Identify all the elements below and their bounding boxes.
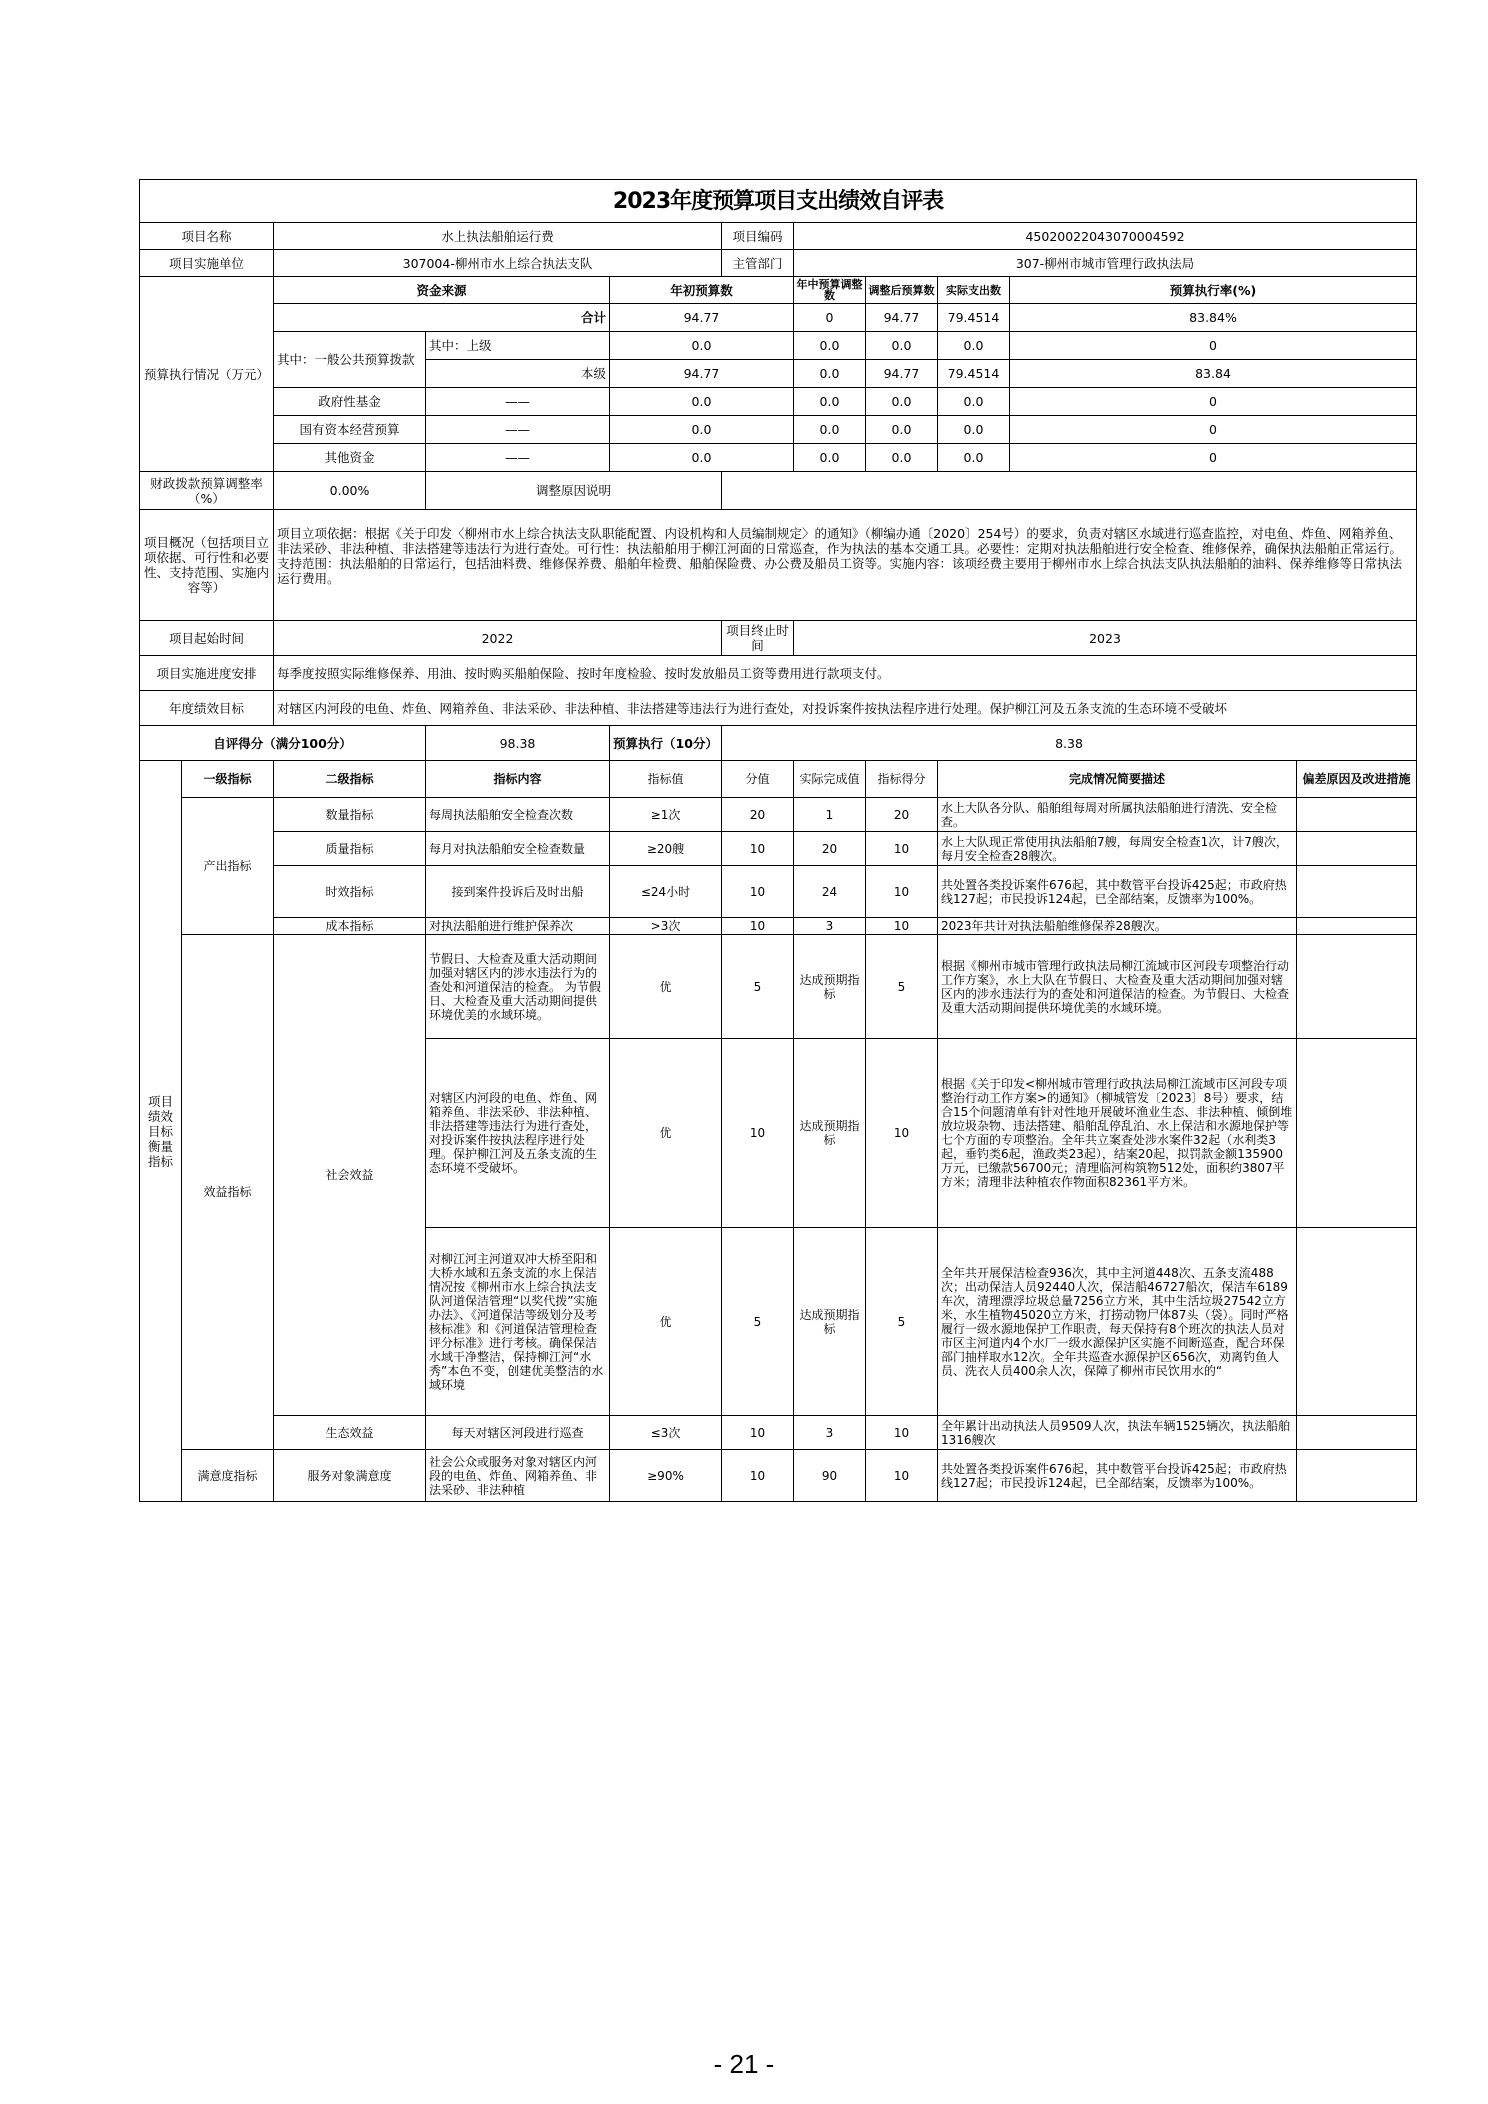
dept-label: 主管部门	[722, 250, 794, 277]
ind-row-score: 10	[866, 1450, 938, 1502]
budget-total-initial: 94.77	[610, 304, 794, 332]
ind-row-score: 10	[866, 1039, 938, 1228]
overview-text: 项目立项依据：根据《关于印发〈柳州市水上综合执法支队职能配置、内设机构和人员编制规定〉的通知》（柳编办通〔2020〕254号）的要求，负责对辖区水域进行巡查监控，对电鱼、炸鱼、网箱养鱼、非法采砂、非法种植、非法搭建等违法行为进行查处。可行性：执法船舶用于柳江河面的日常巡查，作为执法的基本交通工具。必要性：定期对执法船舶进行安全检查、维修保养，确保执法船舶正常运行。支持范围：执法船舶的日常运行，包括油料费、维修保养费、船舶年检费、船舶保险费、办公费及船员工资等。实施内容：该项经费主要用于柳州市水上综合执法支队执法船舶的油料、保养维修等日常执法运行费用。	[274, 510, 1417, 621]
ind-row-content: 社会公众或服务对象对辖区内河段的电鱼、炸鱼、网箱养鱼、非法采砂、非法种植	[426, 1450, 610, 1502]
ind-row-reason	[1297, 866, 1417, 918]
budget-total-actual: 79.4514	[938, 304, 1010, 332]
budget-statecap-rate: 0	[1010, 416, 1417, 444]
ind-row-content: 每天对辖区河段进行巡查	[426, 1416, 610, 1450]
budget-govfund-actual: 0.0	[938, 388, 1010, 416]
budget-total-midyear: 0	[794, 304, 866, 332]
ind-row-reason	[1297, 1450, 1417, 1502]
budget-local-adjusted: 94.77	[866, 360, 938, 388]
ind-row-points: 20	[722, 798, 794, 832]
exec-score: 8.38	[722, 726, 1417, 761]
page-number: - 21 -	[713, 2049, 775, 2079]
score-label: 自评得分（满分100分）	[140, 726, 426, 761]
ind-row-actual: 3	[794, 918, 866, 935]
ind-row-points: 5	[722, 935, 794, 1039]
budget-general-label: 其中：一般公共预算拨款	[274, 332, 426, 388]
project-name: 水上执法船舶运行费	[274, 223, 722, 250]
ind-header-reason: 偏差原因及改进措施	[1297, 761, 1417, 798]
header-midyear: 年中预算调整数	[794, 277, 866, 304]
project-code-label: 项目编码	[722, 223, 794, 250]
ind-row-actual: 1	[794, 798, 866, 832]
budget-local-midyear: 0.0	[794, 360, 866, 388]
ind-row-reason	[1297, 1228, 1417, 1416]
budget-statecap-label: 国有资本经营预算	[274, 416, 426, 444]
indicator-side-label: 项目绩效目标衡量指标	[140, 761, 182, 1502]
ind-row-value: ≥90%	[610, 1450, 722, 1502]
ind-row-actual: 90	[794, 1450, 866, 1502]
impl-unit-label: 项目实施单位	[140, 250, 274, 277]
ind-row-content: 对执法船舶进行维护保养次	[426, 918, 610, 935]
ind-row-content: 每月对执法船舶安全检查数量	[426, 832, 610, 866]
ind-header-value: 指标值	[610, 761, 722, 798]
ind-row-reason	[1297, 935, 1417, 1039]
budget-other-actual: 0.0	[938, 444, 1010, 472]
ind-row-content: 每周执法船舶安全检查次数	[426, 798, 610, 832]
ind-row-value: ≤24小时	[610, 866, 722, 918]
budget-govfund-sub: ——	[426, 388, 610, 416]
ind-row-content: 接到案件投诉后及时出船	[426, 866, 610, 918]
ind-row-points: 10	[722, 918, 794, 935]
ind-row-l2: 质量指标	[274, 832, 426, 866]
budget-local-label: 本级	[426, 360, 610, 388]
goal-label: 年度绩效目标	[140, 691, 274, 726]
header-actual: 实际支出数	[938, 277, 1010, 304]
ind-row-reason	[1297, 832, 1417, 866]
end-label: 项目终止时间	[722, 621, 794, 656]
ind-row-l2: 数量指标	[274, 798, 426, 832]
header-rate: 预算执行率(%)	[1010, 277, 1417, 304]
project-code: 45020022043070004592	[794, 223, 1417, 250]
budget-govfund-label: 政府性基金	[274, 388, 426, 416]
budget-other-midyear: 0.0	[794, 444, 866, 472]
ind-row-actual: 达成预期指标	[794, 1228, 866, 1416]
ind-row-value: ≥20艘	[610, 832, 722, 866]
ind-row-desc: 水上大队现正常使用执法船舶7艘，每周安全检查1次，计7艘次，每月安全检查28艘次。	[938, 832, 1297, 866]
overview-label: 项目概况（包括项目立项依据、可行性和必要性、支持范围、实施内容等）	[140, 510, 274, 621]
impl-unit: 307004-柳州市水上综合执法支队	[274, 250, 722, 277]
ind-row-l2: 服务对象满意度	[274, 1450, 426, 1502]
ind-row-score: 10	[866, 1416, 938, 1450]
budget-upper-adjusted: 0.0	[866, 332, 938, 360]
ind-row-score: 10	[866, 832, 938, 866]
ind-row-reason	[1297, 798, 1417, 832]
ind-row-value: ≥1次	[610, 798, 722, 832]
budget-total-adjusted: 94.77	[866, 304, 938, 332]
budget-statecap-initial: 0.0	[610, 416, 794, 444]
satisfaction-indicators-label: 满意度指标	[182, 1450, 274, 1502]
budget-govfund-midyear: 0.0	[794, 388, 866, 416]
ind-row-value: ≤3次	[610, 1416, 722, 1450]
project-name-label: 项目名称	[140, 223, 274, 250]
ind-row-l2: 成本指标	[274, 918, 426, 935]
ind-row-score: 20	[866, 798, 938, 832]
budget-govfund-rate: 0	[1010, 388, 1417, 416]
dept: 307-柳州市城市管理行政执法局	[794, 250, 1417, 277]
ind-row-value: 优	[610, 935, 722, 1039]
budget-local-rate: 83.84	[1010, 360, 1417, 388]
ind-row-actual: 24	[794, 866, 866, 918]
budget-local-actual: 79.4514	[938, 360, 1010, 388]
budget-total-label: 合计	[274, 304, 610, 332]
ind-header-actual: 实际完成值	[794, 761, 866, 798]
budget-local-initial: 94.77	[610, 360, 794, 388]
ind-row-desc: 水上大队各分队、船舶组每周对所属执法船舶进行清洗、安全检查。	[938, 798, 1297, 832]
progress-text: 每季度按照实际维修保养、用油、按时购买船舶保险、按时年度检验、按时发放船员工资等费用进行款项支付。	[274, 656, 1417, 691]
ind-row-points: 10	[722, 1416, 794, 1450]
budget-other-sub: ——	[426, 444, 610, 472]
ind-row-l2: 生态效益	[274, 1416, 426, 1450]
social-benefit-label: 社会效益	[274, 935, 426, 1416]
ind-row-desc: 全年共开展保洁检查936次，其中主河道448次、五条支流488次；出动保洁人员92440人次，保洁船46727船次，保洁车6189车次，清理漂浮垃圾总量7256立方米，其中生活垃圾27542立方米，水生植物45020立方米，打捞动物尸体87头（袋）。同时严格履行一级水源地保护工作职责，每天保持有8个班次的执法人员对市区主河道内4个水厂一级水源保护区实施不间断巡查，配合环保部门抽样取水12次。全年共巡查水源保护区656次，劝离钓鱼人员、洗衣人员400余人次，保障了柳州市民饮用水的“	[938, 1228, 1297, 1416]
budget-upper-rate: 0	[1010, 332, 1417, 360]
budget-statecap-adjusted: 0.0	[866, 416, 938, 444]
ind-header-points: 分值	[722, 761, 794, 798]
ind-row-desc: 2023年共计对执法船舶维修保养28艘次。	[938, 918, 1297, 935]
ind-row-points: 10	[722, 832, 794, 866]
ind-row-value: 优	[610, 1228, 722, 1416]
table-title: 2023年度预算项目支出绩效自评表	[140, 180, 1417, 223]
ind-row-actual: 达成预期指标	[794, 935, 866, 1039]
budget-govfund-adjusted: 0.0	[866, 388, 938, 416]
score-value: 98.38	[426, 726, 610, 761]
ind-row-desc: 根据《关于印发<柳州城市管理行政执法局柳江流域市区河段专项整治行动工作方案>的通知》（柳城管发〔2023〕8号）要求，结合15个问题清单有针对性地开展破坏渔业生态、非法种植、倾倒堆放垃圾杂物、违法搭建、船舶乱停乱泊、水上保洁和水源地保护等七个方面的专项整治。全年共立案查处涉水案件32起（水利类3起，垂钓类6起，渔政类23起），结案20起，拟罚款金额135900万元，已缴款56700元；清理临河构筑物512处，面积约3807平方米；清理非法种植农作物面积82361平方米。	[938, 1039, 1297, 1228]
ind-row-value: 优	[610, 1039, 722, 1228]
progress-label: 项目实施进度安排	[140, 656, 274, 691]
ind-row-points: 10	[722, 1039, 794, 1228]
budget-other-initial: 0.0	[610, 444, 794, 472]
ind-header-l2: 二级指标	[274, 761, 426, 798]
end-value: 2023	[794, 621, 1417, 656]
ind-row-reason	[1297, 1039, 1417, 1228]
budget-other-rate: 0	[1010, 444, 1417, 472]
ind-header-content: 指标内容	[426, 761, 610, 798]
ind-row-content: 对柳江河主河道双冲大桥至阳和大桥水域和五条支流的水上保洁情况按《柳州市水上综合执法支队河道保洁管理“以奖代拨”实施办法》、《河道保洁等级划分及考核标准》和《河道保洁管理检查评分标准》进行考核。确保保洁水域干净整洁，保持柳江河“水秀”本色不变，创建优美整洁的水域环境	[426, 1228, 610, 1416]
performance-self-evaluation-table	[139, 179, 1417, 1502]
ind-row-points: 10	[722, 1450, 794, 1502]
benefit-indicators-label: 效益指标	[182, 935, 274, 1450]
budget-total-rate: 83.84%	[1010, 304, 1417, 332]
ind-row-actual: 20	[794, 832, 866, 866]
ind-row-actual: 达成预期指标	[794, 1039, 866, 1228]
ind-row-reason	[1297, 918, 1417, 935]
ind-row-content: 对辖区内河段的电鱼、炸鱼、网箱养鱼、非法采砂、非法种植、非法搭建等违法行为进行查处，对投诉案件按执法程序进行处理。保护柳江河及五条支流的生态环境不受破坏。	[426, 1039, 610, 1228]
ind-row-desc: 共处置各类投诉案件676起，其中数管平台投诉425起；市政府热线127起；市民投诉124起，已全部结案，反馈率为100%。	[938, 1450, 1297, 1502]
header-adjusted: 调整后预算数	[866, 277, 938, 304]
header-source: 资金来源	[274, 277, 610, 304]
ind-row-points: 10	[722, 866, 794, 918]
ind-row-actual: 3	[794, 1416, 866, 1450]
ind-row-desc: 全年累计出动执法人员9509人次，执法车辆1525辆次，执法船舶1316艘次	[938, 1416, 1297, 1450]
goal-text: 对辖区内河段的电鱼、炸鱼、网箱养鱼、非法采砂、非法种植、非法搭建等违法行为进行查处，对投诉案件按执法程序进行处理。保护柳江河及五条支流的生态环境不受破坏	[274, 691, 1417, 726]
start-label: 项目起始时间	[140, 621, 274, 656]
ind-row-l2: 时效指标	[274, 866, 426, 918]
ind-header-desc: 完成情况简要描述	[938, 761, 1297, 798]
ind-row-score: 5	[866, 1228, 938, 1416]
ind-row-content: 节假日、大检查及重大活动期间加强对辖区内的涉水违法行为的查处和河道保洁的检查。 为节假日、大检查及重大活动期间提供环境优美的水域环境。	[426, 935, 610, 1039]
header-initial: 年初预算数	[610, 277, 794, 304]
output-indicators-label: 产出指标	[182, 798, 274, 935]
adjust-rate: 0.00%	[274, 472, 426, 510]
budget-upper-midyear: 0.0	[794, 332, 866, 360]
ind-row-desc: 共处置各类投诉案件676起，其中数管平台投诉425起；市政府热线127起；市民投诉124起，已全部结案，反馈率为100%。	[938, 866, 1297, 918]
budget-upper-label: 其中：上级	[426, 332, 610, 360]
budget-section-label: 预算执行情况（万元）	[140, 277, 274, 472]
exec-label: 预算执行（10分）	[610, 726, 722, 761]
budget-other-adjusted: 0.0	[866, 444, 938, 472]
ind-header-score: 指标得分	[866, 761, 938, 798]
ind-row-desc: 根据《柳州市城市管理行政执法局柳江流域市区河段专项整治行动工作方案》，水上大队在节假日、大检查及重大活动期间加强对辖区内的涉水违法行为的查处和河道保洁的检查。为节假日、大检查及重大活动期间提供环境优美的水域环境。	[938, 935, 1297, 1039]
ind-row-score: 5	[866, 935, 938, 1039]
ind-row-score: 10	[866, 866, 938, 918]
adjust-reason	[722, 472, 1417, 510]
ind-row-reason	[1297, 1416, 1417, 1450]
budget-govfund-initial: 0.0	[610, 388, 794, 416]
budget-upper-initial: 0.0	[610, 332, 794, 360]
budget-statecap-sub: ——	[426, 416, 610, 444]
budget-statecap-actual: 0.0	[938, 416, 1010, 444]
budget-upper-actual: 0.0	[938, 332, 1010, 360]
ind-header-l1: 一级指标	[182, 761, 274, 798]
budget-statecap-midyear: 0.0	[794, 416, 866, 444]
start-value: 2022	[274, 621, 722, 656]
adjust-rate-label: 财政拨款预算调整率（%）	[140, 472, 274, 510]
ind-row-score: 10	[866, 918, 938, 935]
budget-other-label: 其他资金	[274, 444, 426, 472]
adjust-reason-label: 调整原因说明	[426, 472, 722, 510]
ind-row-points: 5	[722, 1228, 794, 1416]
ind-row-value: >3次	[610, 918, 722, 935]
